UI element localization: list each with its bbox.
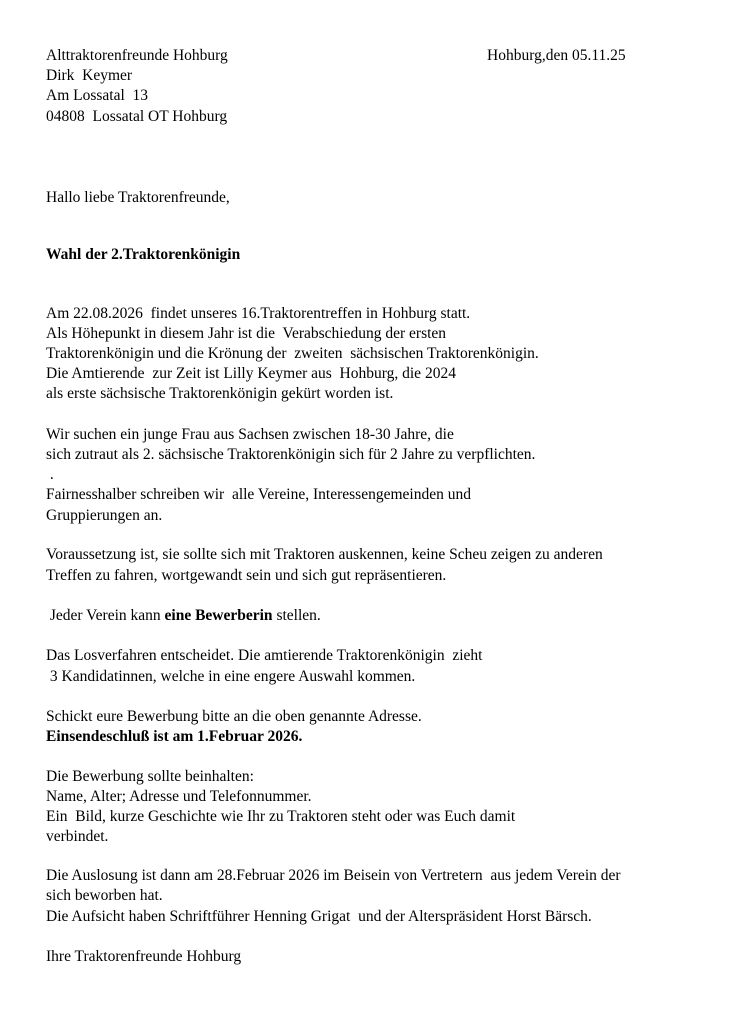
body-line: Als Höhepunkt in diesem Jahr ist die Verabschiedung der ersten <box>46 325 447 342</box>
body-line: Die Amtierende zur Zeit ist Lilly Keymer aus Hohburg, die 2024 <box>46 365 456 382</box>
body-text-bold: eine Bewerberin <box>164 607 273 624</box>
body-line: . <box>46 466 54 483</box>
body-line: Name, Alter; Adresse und Telefonnummer. <box>46 788 312 805</box>
body-line: Voraussetzung ist, sie sollte sich mit Traktoren auskennen, keine Scheu zeigen zu anderen <box>46 546 603 563</box>
body-line: verbindet. <box>46 828 109 845</box>
greeting: Hallo liebe Traktorenfreunde, <box>46 189 230 206</box>
body-line: Wir suchen ein junge Frau aus Sachsen zwischen 18-30 Jahre, die <box>46 426 454 443</box>
body-line: Die Aufsicht haben Schriftführer Henning Grigat und der Alterspräsident Horst Bärsch. <box>46 908 592 925</box>
body-line: sich zutraut als 2. sächsische Traktorenkönigin sich für 2 Jahre zu verpflichten. <box>46 446 536 463</box>
closing: Ihre Traktorenfreunde Hohburg <box>46 948 242 965</box>
sender-street: Am Lossatal 13 <box>46 87 149 104</box>
deadline: Einsendeschluß ist am 1.Februar 2026. <box>46 728 303 745</box>
body-text: stellen. <box>272 607 321 624</box>
body-line: Gruppierungen an. <box>46 507 163 524</box>
body-line: als erste sächsische Traktorenkönigin gekürt worden ist. <box>46 385 394 402</box>
body-line: Fairnesshalber schreiben wir alle Vereine, Interessengemeinden und <box>46 486 471 503</box>
body-line <box>46 606 321 626</box>
body-line: Ein Bild, kurze Geschichte wie Ihr zu Traktoren steht oder was Euch damit <box>46 808 516 825</box>
subject-heading: Wahl der 2.Traktorenkönigin <box>46 246 241 263</box>
sender-org: Alttraktorenfreunde Hohburg <box>46 47 228 64</box>
body-line: Schickt eure Bewerbung bitte an die oben genannte Adresse. <box>46 708 422 725</box>
body-line: Das Losverfahren entscheidet. Die amtierende Traktorenkönigin zieht <box>46 647 483 664</box>
body-line: Die Bewerbung sollte beinhalten: <box>46 768 254 785</box>
sender-city: 04808 Lossatal OT Hohburg <box>46 108 228 125</box>
body-text: Jeder Verein kann <box>46 607 165 624</box>
body-line: 3 Kandidatinnen, welche in eine engere Auswahl kommen. <box>46 668 416 685</box>
body-line: Traktorenkönigin und die Krönung der zweiten sächsischen Traktorenkönigin. <box>46 345 539 362</box>
body-line: Treffen zu fahren, wortgewandt sein und sich gut repräsentieren. <box>46 567 447 584</box>
sender-name: Dirk Keymer <box>46 67 133 84</box>
body-line: Am 22.08.2026 findet unseres 16.Traktorentreffen in Hohburg statt. <box>46 305 471 322</box>
body-line: sich beworben hat. <box>46 887 163 904</box>
letter-date: Hohburg,den 05.11.25 <box>487 47 626 64</box>
body-line: Die Auslosung ist dann am 28.Februar 2026 im Beisein von Vertretern aus jedem Verein der <box>46 867 621 884</box>
